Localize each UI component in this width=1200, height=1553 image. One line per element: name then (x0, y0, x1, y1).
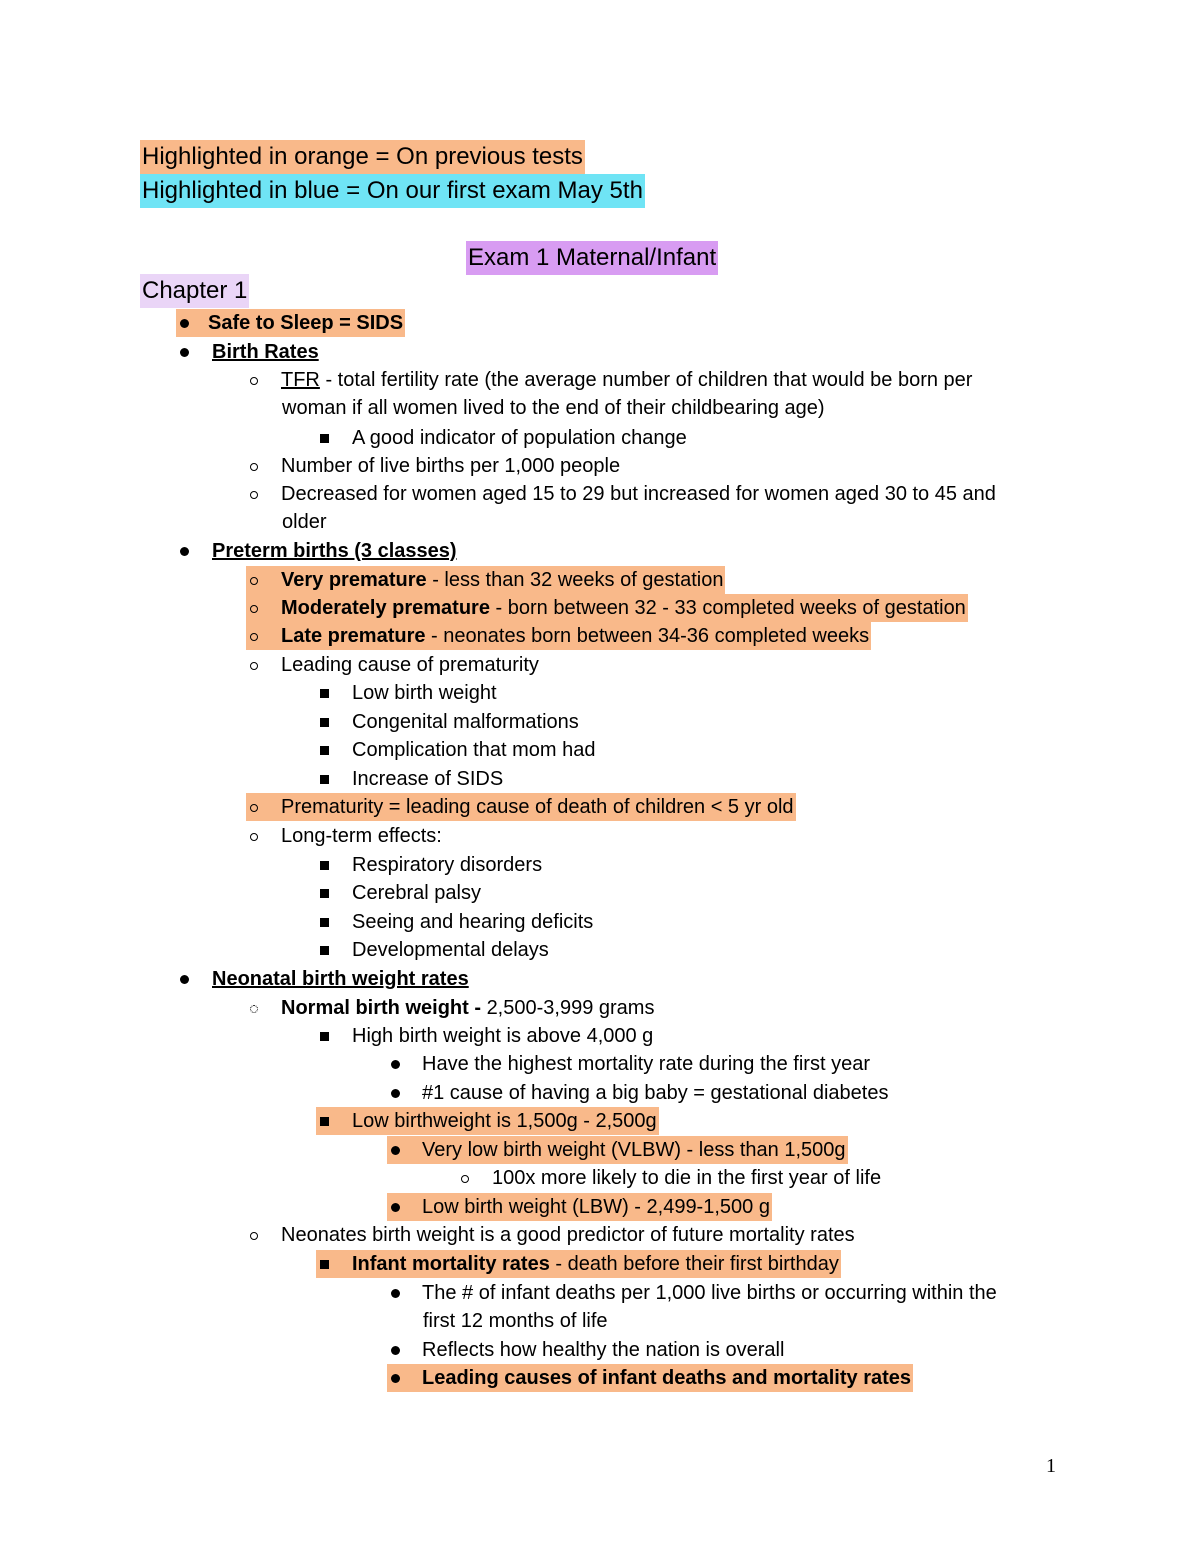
high-bw-1-text: Have the highest mortality rate during the first year (422, 1053, 870, 1075)
page-number: 1 (1046, 1455, 1056, 1477)
predictor-text: Neonates birth weight is a good predictor of future mortality rates (281, 1224, 855, 1246)
bullet-square-icon (320, 689, 329, 698)
list-item-long-term (250, 822, 442, 850)
bullet-circle-icon (250, 463, 258, 471)
list-item-decreased (250, 480, 996, 508)
decreased-text-2: older (282, 511, 327, 533)
lc-3-text: Complication that mom had (352, 739, 596, 761)
list-item-normal-bw (250, 994, 654, 1022)
high-bw-2-text: #1 cause of having a big baby = gestational diabetes (422, 1082, 889, 1104)
list-item-lc-3 (320, 736, 595, 764)
list-item-high-bw (320, 1022, 653, 1050)
list-item-vlbw-note (461, 1164, 881, 1192)
bullet-disc-icon (391, 1060, 400, 1069)
lt-4-text: Developmental delays (352, 939, 549, 961)
decreased-text-1: Decreased for women aged 15 to 29 but increased for women aged 30 to 45 and (281, 483, 996, 505)
list-item-very-premature (246, 566, 725, 594)
bullet-square-icon (320, 775, 329, 784)
legend-orange-text: Highlighted in orange = On previous tests (140, 140, 585, 174)
imr-3-highlight (387, 1364, 913, 1392)
bullet-square-icon (320, 1260, 329, 1269)
mod-premature-def: - born between 32 - 33 completed weeks of gestation (489, 597, 966, 619)
legend-orange (140, 140, 585, 174)
high-bw-text: High birth weight is above 4,000 g (352, 1025, 654, 1047)
tfr-def-2: woman if all women lived to the end of their childbearing age) (282, 397, 825, 419)
list-item-low-bw (316, 1107, 659, 1135)
bullet-circle-icon (250, 633, 258, 641)
bullet-disc-icon (180, 348, 189, 357)
page-title-text: Exam 1 Maternal/Infant (466, 241, 718, 275)
low-bw-text: Low birthweight is 1,500g - 2,500g (352, 1110, 657, 1132)
normal-bw-def: 2,500-3,999 grams (486, 997, 655, 1019)
bullet-circle-icon (250, 804, 258, 812)
list-item-lt-3 (320, 908, 593, 936)
bullet-square-icon (320, 1117, 329, 1126)
lc-1-text: Low birth weight (352, 682, 497, 704)
bullet-circle-icon (250, 662, 258, 670)
mod-premature-highlight (246, 594, 968, 622)
imr-2-text: Reflects how healthy the nation is overall (422, 1339, 785, 1361)
lbw-highlight (387, 1193, 772, 1221)
list-item-birth-rates (180, 338, 319, 366)
bullet-square-icon (320, 718, 329, 727)
list-item-vlbw (387, 1136, 848, 1164)
bullet-square-icon (320, 946, 329, 955)
list-item-high-bw-1 (391, 1050, 870, 1078)
page-title (466, 241, 718, 275)
bullet-circle-icon (250, 577, 258, 585)
list-item-lt-4 (320, 936, 549, 964)
bullet-disc-icon (391, 1289, 400, 1298)
list-item-lt-1 (320, 851, 542, 879)
bullet-disc-icon (391, 1346, 400, 1355)
safe-sleep-text: Safe to Sleep = SIDS (208, 312, 404, 334)
lbw-text: Low birth weight (LBW) - 2,499-1,500 g (422, 1196, 770, 1218)
lt-3-text: Seeing and hearing deficits (352, 911, 594, 933)
prematurity-leading-text: Prematurity = leading cause of death of children < 5 yr old (281, 796, 794, 818)
imr-3-text: Leading causes of infant deaths and mortality rates (422, 1367, 912, 1389)
long-term-text: Long-term effects: (281, 825, 442, 847)
list-item-imr-3 (387, 1364, 913, 1392)
normal-bw-term: Normal birth weight - (281, 997, 487, 1019)
bullet-square-icon (320, 918, 329, 927)
list-item-lbw (387, 1193, 772, 1221)
chapter-heading-text: Chapter 1 (140, 274, 249, 308)
list-item-lc-4 (320, 765, 503, 793)
legend-blue (140, 174, 645, 208)
vlbw-note-text: 100x more likely to die in the first year of life (492, 1167, 882, 1189)
bullet-circle-icon (461, 1175, 469, 1183)
list-item-prematurity-leading (246, 793, 796, 821)
list-item-late-premature (246, 622, 871, 650)
prematurity-leading-highlight (246, 793, 796, 821)
very-premature-def: - less than 32 weeks of gestation (426, 569, 724, 591)
low-bw-highlight (316, 1107, 659, 1135)
list-item-safe-sleep (176, 309, 405, 337)
bullet-disc-icon (391, 1203, 400, 1212)
list-item-high-bw-2 (391, 1079, 888, 1107)
vlbw-highlight (387, 1136, 848, 1164)
bullet-square-icon (320, 746, 329, 755)
list-item-imr-2 (391, 1336, 784, 1364)
tfr-note-text: A good indicator of population change (352, 427, 687, 449)
bullet-disc-icon (391, 1089, 400, 1098)
list-item-lc-1 (320, 679, 497, 707)
chapter-heading (140, 274, 249, 308)
neonatal-bw-text: Neonatal birth weight rates (212, 968, 469, 990)
bullet-disc-icon (391, 1374, 400, 1383)
preterm-text: Preterm births (3 classes) (212, 540, 457, 562)
bullet-circle-icon (250, 377, 258, 385)
lc-4-text: Increase of SIDS (352, 768, 504, 790)
list-item-imr-1 (391, 1279, 997, 1307)
legend-blue-text: Highlighted in blue = On our first exam May 5th (140, 174, 645, 208)
imr-def: - death before their first birthday (549, 1253, 839, 1275)
lc-2-text: Congenital malformations (352, 711, 579, 733)
late-premature-def: - neonates born between 34-36 completed weeks (425, 625, 870, 647)
imr-1b-text: first 12 months of life (423, 1310, 608, 1332)
list-item-predictor (250, 1221, 855, 1249)
leading-cause-text: Leading cause of prematurity (281, 654, 539, 676)
bullet-disc-icon (180, 319, 189, 328)
live-births-text: Number of live births per 1,000 people (281, 455, 621, 477)
list-item-mod-premature (246, 594, 968, 622)
list-item-live-births (250, 452, 620, 480)
list-item-tfr-note (320, 424, 687, 452)
list-item-imr (316, 1250, 841, 1278)
safe-sleep-highlight (176, 309, 405, 337)
birth-rates-text: Birth Rates (212, 341, 319, 363)
bullet-square-icon (320, 861, 329, 870)
late-premature-highlight (246, 622, 871, 650)
bullet-disc-icon (180, 547, 189, 556)
bullet-circle-icon (250, 1232, 258, 1240)
bullet-circle-icon (250, 1005, 258, 1013)
list-item-leading-cause (250, 651, 539, 679)
list-item-lc-2 (320, 708, 579, 736)
imr-highlight (316, 1250, 841, 1278)
bullet-square-icon (320, 434, 329, 443)
bullet-circle-icon (250, 605, 258, 613)
list-item-preterm (180, 537, 457, 565)
mod-premature-term: Moderately premature (281, 597, 490, 619)
bullet-square-icon (320, 1032, 329, 1041)
imr-1a-text: The # of infant deaths per 1,000 live births or occurring within the (422, 1282, 997, 1304)
very-premature-highlight (246, 566, 725, 594)
lt-1-text: Respiratory disorders (352, 854, 543, 876)
tfr-def-1: - total fertility rate (the average number of children that would be born per (319, 369, 973, 391)
bullet-circle-icon (250, 833, 258, 841)
vlbw-text: Very low birth weight (VLBW) - less than 1,500g (422, 1139, 846, 1161)
list-item-lt-2 (320, 879, 481, 907)
bullet-square-icon (320, 889, 329, 898)
list-item-tfr (250, 366, 972, 394)
imr-term: Infant mortality rates (352, 1253, 550, 1275)
bullet-disc-icon (391, 1146, 400, 1155)
bullet-disc-icon (180, 975, 189, 984)
bullet-circle-icon (250, 491, 258, 499)
late-premature-term: Late premature (281, 625, 426, 647)
very-premature-term: Very premature (281, 569, 427, 591)
list-item-neonatal-bw (180, 965, 469, 993)
tfr-term: TFR (281, 369, 320, 391)
lt-2-text: Cerebral palsy (352, 882, 481, 904)
